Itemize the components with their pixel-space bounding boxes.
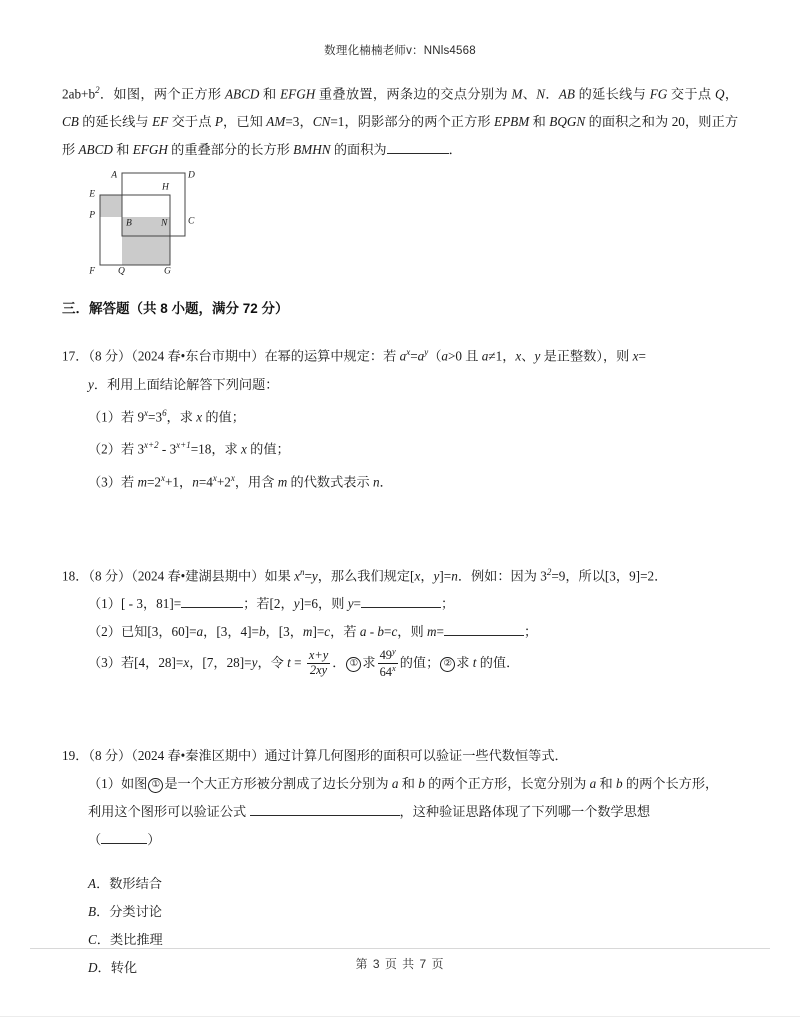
text-segment: ） (147, 832, 161, 848)
overlapping-squares-figure (76, 168, 226, 294)
option-A[interactable] (62, 870, 738, 898)
label-P: P (214, 114, 223, 130)
text-segment: 和 (596, 776, 617, 792)
geometry-figure-wrapper (62, 168, 738, 294)
svg-text:B: B (126, 218, 132, 229)
exponent-n: n (299, 566, 305, 577)
option-letter: C (88, 932, 97, 948)
problem-source: （2024 春•东台市期中） (131, 348, 265, 364)
label-CN: CN (312, 114, 331, 130)
text-segment: （3）若 (88, 473, 138, 489)
text-segment: （1）[ - 3，81]= (88, 596, 182, 612)
spacer (62, 496, 738, 558)
var-n: n (372, 473, 380, 489)
label-FG: FG (649, 86, 668, 102)
svg-text:N: N (161, 218, 168, 229)
text-segment: ，[3， (265, 624, 303, 640)
exponent: x (230, 472, 235, 483)
var-t: t (472, 655, 477, 671)
label-EFGH-2: EFGH (132, 142, 168, 158)
text-segment: ；若[2， (243, 596, 294, 612)
var-m: m (277, 473, 288, 489)
option-letter: B (88, 904, 97, 920)
answer-blank[interactable] (361, 607, 441, 608)
svg-text:Q: Q (118, 266, 125, 277)
text-segment: ，求 (166, 409, 197, 425)
text-segment: =3， (285, 114, 313, 130)
var-a: a (589, 776, 597, 792)
text-segment: - (366, 624, 378, 640)
problem-17-stem: 17．（8 分）（2024 春•东台市期中）在幂的运算中规定：若 $a^x=a^y(a>0$ 且 a≠1，x、y 是正整数），则 x= (62, 347, 646, 364)
label-ABCD: ABCD (224, 86, 260, 102)
text-segment: ． (332, 655, 346, 671)
text-segment: ． (448, 142, 462, 158)
option-C[interactable] (62, 926, 738, 954)
text-segment: 交于点 (667, 86, 716, 102)
text-segment: ，令 (257, 655, 288, 671)
var-y: y (293, 596, 300, 612)
option-letter: D (88, 960, 98, 976)
text-segment: 重叠放置，两条边的交点分别为 (315, 86, 512, 102)
var-a: a (399, 348, 407, 364)
text-segment: 的值； (399, 655, 440, 671)
var-x: x (294, 568, 300, 584)
text-segment: 的值； (246, 441, 290, 457)
page-watermark-header: 数理化楠楠老师v：NNls4568 (324, 45, 476, 57)
exponent: x+2 (144, 440, 159, 451)
fraction-denominator (378, 664, 398, 680)
text-segment: = (436, 624, 444, 640)
fraction-numerator (378, 647, 398, 664)
answer-blank[interactable] (444, 635, 524, 636)
label-Q: Q (715, 86, 725, 102)
text-segment: ，已知 (222, 114, 267, 130)
denominator-exponent: x (391, 662, 396, 673)
var-x: x (196, 409, 203, 425)
svg-text:A: A (111, 170, 117, 181)
option-text: ．数形结合 (96, 876, 162, 892)
exponent-2: 2 (95, 85, 100, 95)
text-segment: 的面积之和为 20，则正方形 (62, 114, 739, 158)
fraction-denominator: 2xy (309, 662, 328, 677)
label-AB: AB (558, 86, 575, 102)
text-segment: 、 (522, 86, 537, 102)
text-segment: - 3 (158, 441, 177, 457)
var-n: n (451, 568, 458, 584)
problem-source: （2024 春•建湖县期中） (131, 568, 265, 584)
var-y: y (251, 655, 258, 671)
problem-19-item-1-line1 (62, 770, 738, 798)
text-segment: = (384, 624, 392, 640)
problem-18-stem: 18．（8 分）（2024 春•建湖县期中）如果 $x^n=y$，那么我们规定[x，y]=n．例如：因为 $3^2=9$，所以[3，9]=2． (62, 566, 668, 584)
var-y: y (534, 348, 541, 364)
answer-blank[interactable] (181, 607, 243, 608)
var-b: b (377, 624, 384, 640)
text-segment: ； (440, 596, 455, 612)
text-segment: ．利用上面结论解答下列问题： (93, 376, 279, 392)
var-a: a (441, 348, 448, 364)
text-segment: =9，所以[3，9]=2． (551, 568, 668, 584)
text-segment: 的重叠部分的长方形 (167, 142, 294, 158)
exponent: x (161, 472, 165, 483)
text-segment: ． (379, 473, 393, 489)
problem-16-continued (62, 76, 738, 164)
problem-19-stem: 19．（8 分）（2024 春•秦淮区期中）通过计算几何图形的面积可以验证一些代数恒等式． (62, 748, 568, 764)
text-segment: = (410, 348, 418, 364)
fraction-49y-over-64x (378, 647, 398, 679)
document-content (62, 76, 738, 982)
text-segment: +1， (165, 473, 193, 489)
numerator-base: 49 (379, 648, 392, 663)
answer-blank[interactable] (101, 843, 147, 844)
text-segment: 的代数式表示 (287, 473, 373, 489)
text-segment: >0 且 (447, 348, 482, 364)
text-segment: ， (724, 86, 739, 102)
text-segment: ]=6，则 (299, 596, 348, 612)
var-y: y (347, 596, 354, 612)
denominator-base: 64 (379, 664, 392, 679)
expr-2ab-b: 2ab+b (62, 86, 96, 102)
circled-number-1: ① (148, 778, 163, 793)
text-segment: = (304, 568, 312, 584)
var-t: t (287, 655, 291, 671)
text-segment: 的值； (202, 409, 245, 425)
text-segment: 和 (259, 86, 281, 102)
label-ABCD-2: ABCD (78, 142, 113, 158)
label-BMHN: BMHN (293, 142, 331, 158)
answer-blank[interactable] (387, 153, 449, 154)
exponent: x (144, 407, 149, 418)
text-segment: = (290, 655, 305, 671)
label-M: M (511, 86, 523, 102)
text-segment: ．例如：因为 3 (457, 568, 547, 584)
label-EFGH: EFGH (280, 86, 316, 102)
var-a: a (359, 624, 367, 640)
text-segment: 通过计算几何图形的面积可以验证一些代数恒等式． (264, 748, 568, 764)
page-bottom-edge (0, 1016, 800, 1017)
text-segment: ，这种验证思路体现了下列哪一个数学思想 (399, 804, 651, 820)
problem-18-item-3 (62, 646, 738, 680)
text-segment: 和 (529, 114, 550, 130)
label-BQGN: BQGN (549, 114, 586, 130)
footer-divider (30, 948, 770, 949)
problem-17-item-2 (62, 431, 738, 463)
text-segment: （1）如图 (88, 776, 148, 792)
text-segment: 求 (362, 655, 376, 671)
problem-score: （8 分） (88, 348, 132, 364)
var-y: y (88, 376, 94, 392)
var-b: b (418, 776, 425, 792)
var-x: x (414, 568, 421, 584)
text-segment: 、 (521, 348, 535, 364)
var-a: a (391, 776, 399, 792)
var-y: y (311, 568, 318, 584)
answer-blank[interactable] (250, 815, 400, 816)
numerator-exponent: y (391, 646, 396, 657)
var-m: m (302, 624, 313, 640)
option-letter: A (88, 876, 97, 892)
spacer (62, 854, 738, 870)
text-segment: 是一个大正方形被分割成了边长分别为 (164, 776, 392, 792)
text-segment: ]= (312, 624, 325, 640)
text-segment: ； (523, 624, 538, 640)
spacer (62, 680, 738, 742)
text-segment: （1）若 9 (88, 409, 145, 425)
svg-text:P: P (89, 210, 95, 221)
var-c: c (324, 624, 331, 640)
text-segment: ≠1， (488, 348, 516, 364)
svg-text:C: C (188, 216, 195, 227)
text-segment: 和 (112, 142, 133, 158)
exponent: x+1 (176, 440, 191, 451)
label-CB: CB (62, 114, 79, 130)
text-segment: ，若 (330, 624, 360, 640)
problem-score: （8 分） (88, 568, 132, 584)
problem-17-item-1 (62, 399, 738, 431)
text-segment: 交于点 (168, 114, 215, 130)
text-segment: ，则 (397, 624, 427, 640)
option-text: ．转化 (97, 960, 138, 976)
svg-text:E: E (89, 189, 95, 200)
problem-19-item-1-line3 (62, 826, 738, 854)
problem-18-item-1 (62, 590, 738, 618)
problem-17-item-3 (62, 464, 738, 496)
var-b: b (616, 776, 623, 792)
label-AM: AM (266, 114, 286, 130)
text-segment: （3）若[4，28]= (88, 655, 184, 671)
option-text: ．类比推理 (96, 932, 163, 948)
problem-18-item-2 (62, 618, 738, 646)
var-a: a (196, 624, 204, 640)
text-segment: （ (88, 832, 102, 848)
text-segment: =3 (148, 409, 163, 425)
text-segment: （ (428, 348, 442, 364)
text-segment: （2）若 3 (88, 441, 145, 457)
text-segment: = (353, 596, 361, 612)
circled-number-2: ② (440, 657, 455, 672)
text-segment: 的延长线与 (575, 86, 650, 102)
spacer (62, 322, 738, 338)
circled-number-1: ① (346, 657, 361, 672)
svg-text:D: D (188, 170, 195, 181)
text-segment: ， (420, 568, 434, 584)
section-title-3: 三．解答题（共 8 小题，满分 72 分） (62, 301, 289, 317)
text-segment: ．如图，两个正方形 (99, 86, 225, 102)
var-a: a (417, 348, 425, 364)
text-segment: ． (545, 86, 559, 102)
svg-text:H: H (162, 182, 169, 193)
text-segment: 和 (398, 776, 419, 792)
text-segment: 求 (456, 655, 473, 671)
text-segment: 如果 (264, 568, 295, 584)
exponent-x: x (406, 347, 411, 358)
problem-number: 18 (62, 568, 76, 584)
text-segment: 的延长线与 (78, 114, 153, 130)
exponent: 6 (162, 407, 167, 418)
problem-number: 19 (62, 748, 76, 764)
svg-text:G: G (164, 266, 171, 277)
page-footer: 第 3 页 共 7 页 (355, 957, 445, 971)
text-segment: =4 (198, 473, 213, 489)
text-segment: =1，阴影部分的两个正方形 (330, 114, 495, 130)
text-segment: =2 (146, 473, 162, 489)
text-segment: =18，求 (190, 441, 241, 457)
label-EF: EF (152, 114, 169, 130)
var-x: x (632, 348, 639, 364)
text-segment: 的面积为 (330, 142, 387, 158)
text-segment: = (638, 348, 646, 364)
var-a: a (481, 348, 489, 364)
label-EPBM: EPBM (494, 114, 530, 130)
text-segment: ，[3，4]= (203, 624, 259, 640)
var-m: m (426, 624, 437, 640)
text-segment: （2）已知[3，60]= (88, 624, 197, 640)
text-segment: 是正整数），则 (540, 348, 633, 364)
var-x: x (183, 655, 190, 671)
text-segment: +2 (216, 473, 231, 489)
problem-17-stem-line2 (62, 371, 738, 399)
fraction-numerator: x+y (308, 648, 329, 663)
var-n: n (192, 473, 199, 489)
text-segment: 的两个正方形，长宽分别为 (424, 776, 590, 792)
text-segment: ，那么我们规定[ (317, 568, 415, 584)
fraction-x-plus-y-over-2xy (307, 649, 330, 677)
problem-score: （8 分） (88, 748, 132, 764)
exponent: x (212, 472, 217, 483)
var-b: b (258, 624, 266, 640)
text-segment: 在幂的运算中规定：若 (264, 348, 400, 364)
var-c: c (391, 624, 398, 640)
svg-text:F: F (89, 266, 95, 277)
exponent-y: y (424, 347, 429, 358)
problem-source: （2024 春•秦淮区期中） (131, 748, 265, 764)
var-x: x (241, 441, 247, 457)
text-segment: ，用含 (234, 473, 278, 489)
text-segment: ]= (439, 568, 452, 584)
problem-number: 17 (62, 348, 76, 364)
text-segment: 的值． (476, 655, 520, 671)
text-segment: 的两个长方形， (622, 776, 719, 792)
option-text: ．分类讨论 (96, 904, 162, 920)
text-segment: ，[7，28]= (189, 655, 252, 671)
exponent-2: 2 (546, 566, 552, 577)
var-m: m (137, 473, 147, 489)
var-x: x (515, 348, 522, 364)
problem-19-item-1-line2 (62, 798, 738, 826)
option-B[interactable] (62, 898, 738, 926)
var-y: y (433, 568, 440, 584)
label-N: N (536, 86, 546, 102)
text-segment: 利用这个图形可以验证公式 (88, 804, 250, 820)
